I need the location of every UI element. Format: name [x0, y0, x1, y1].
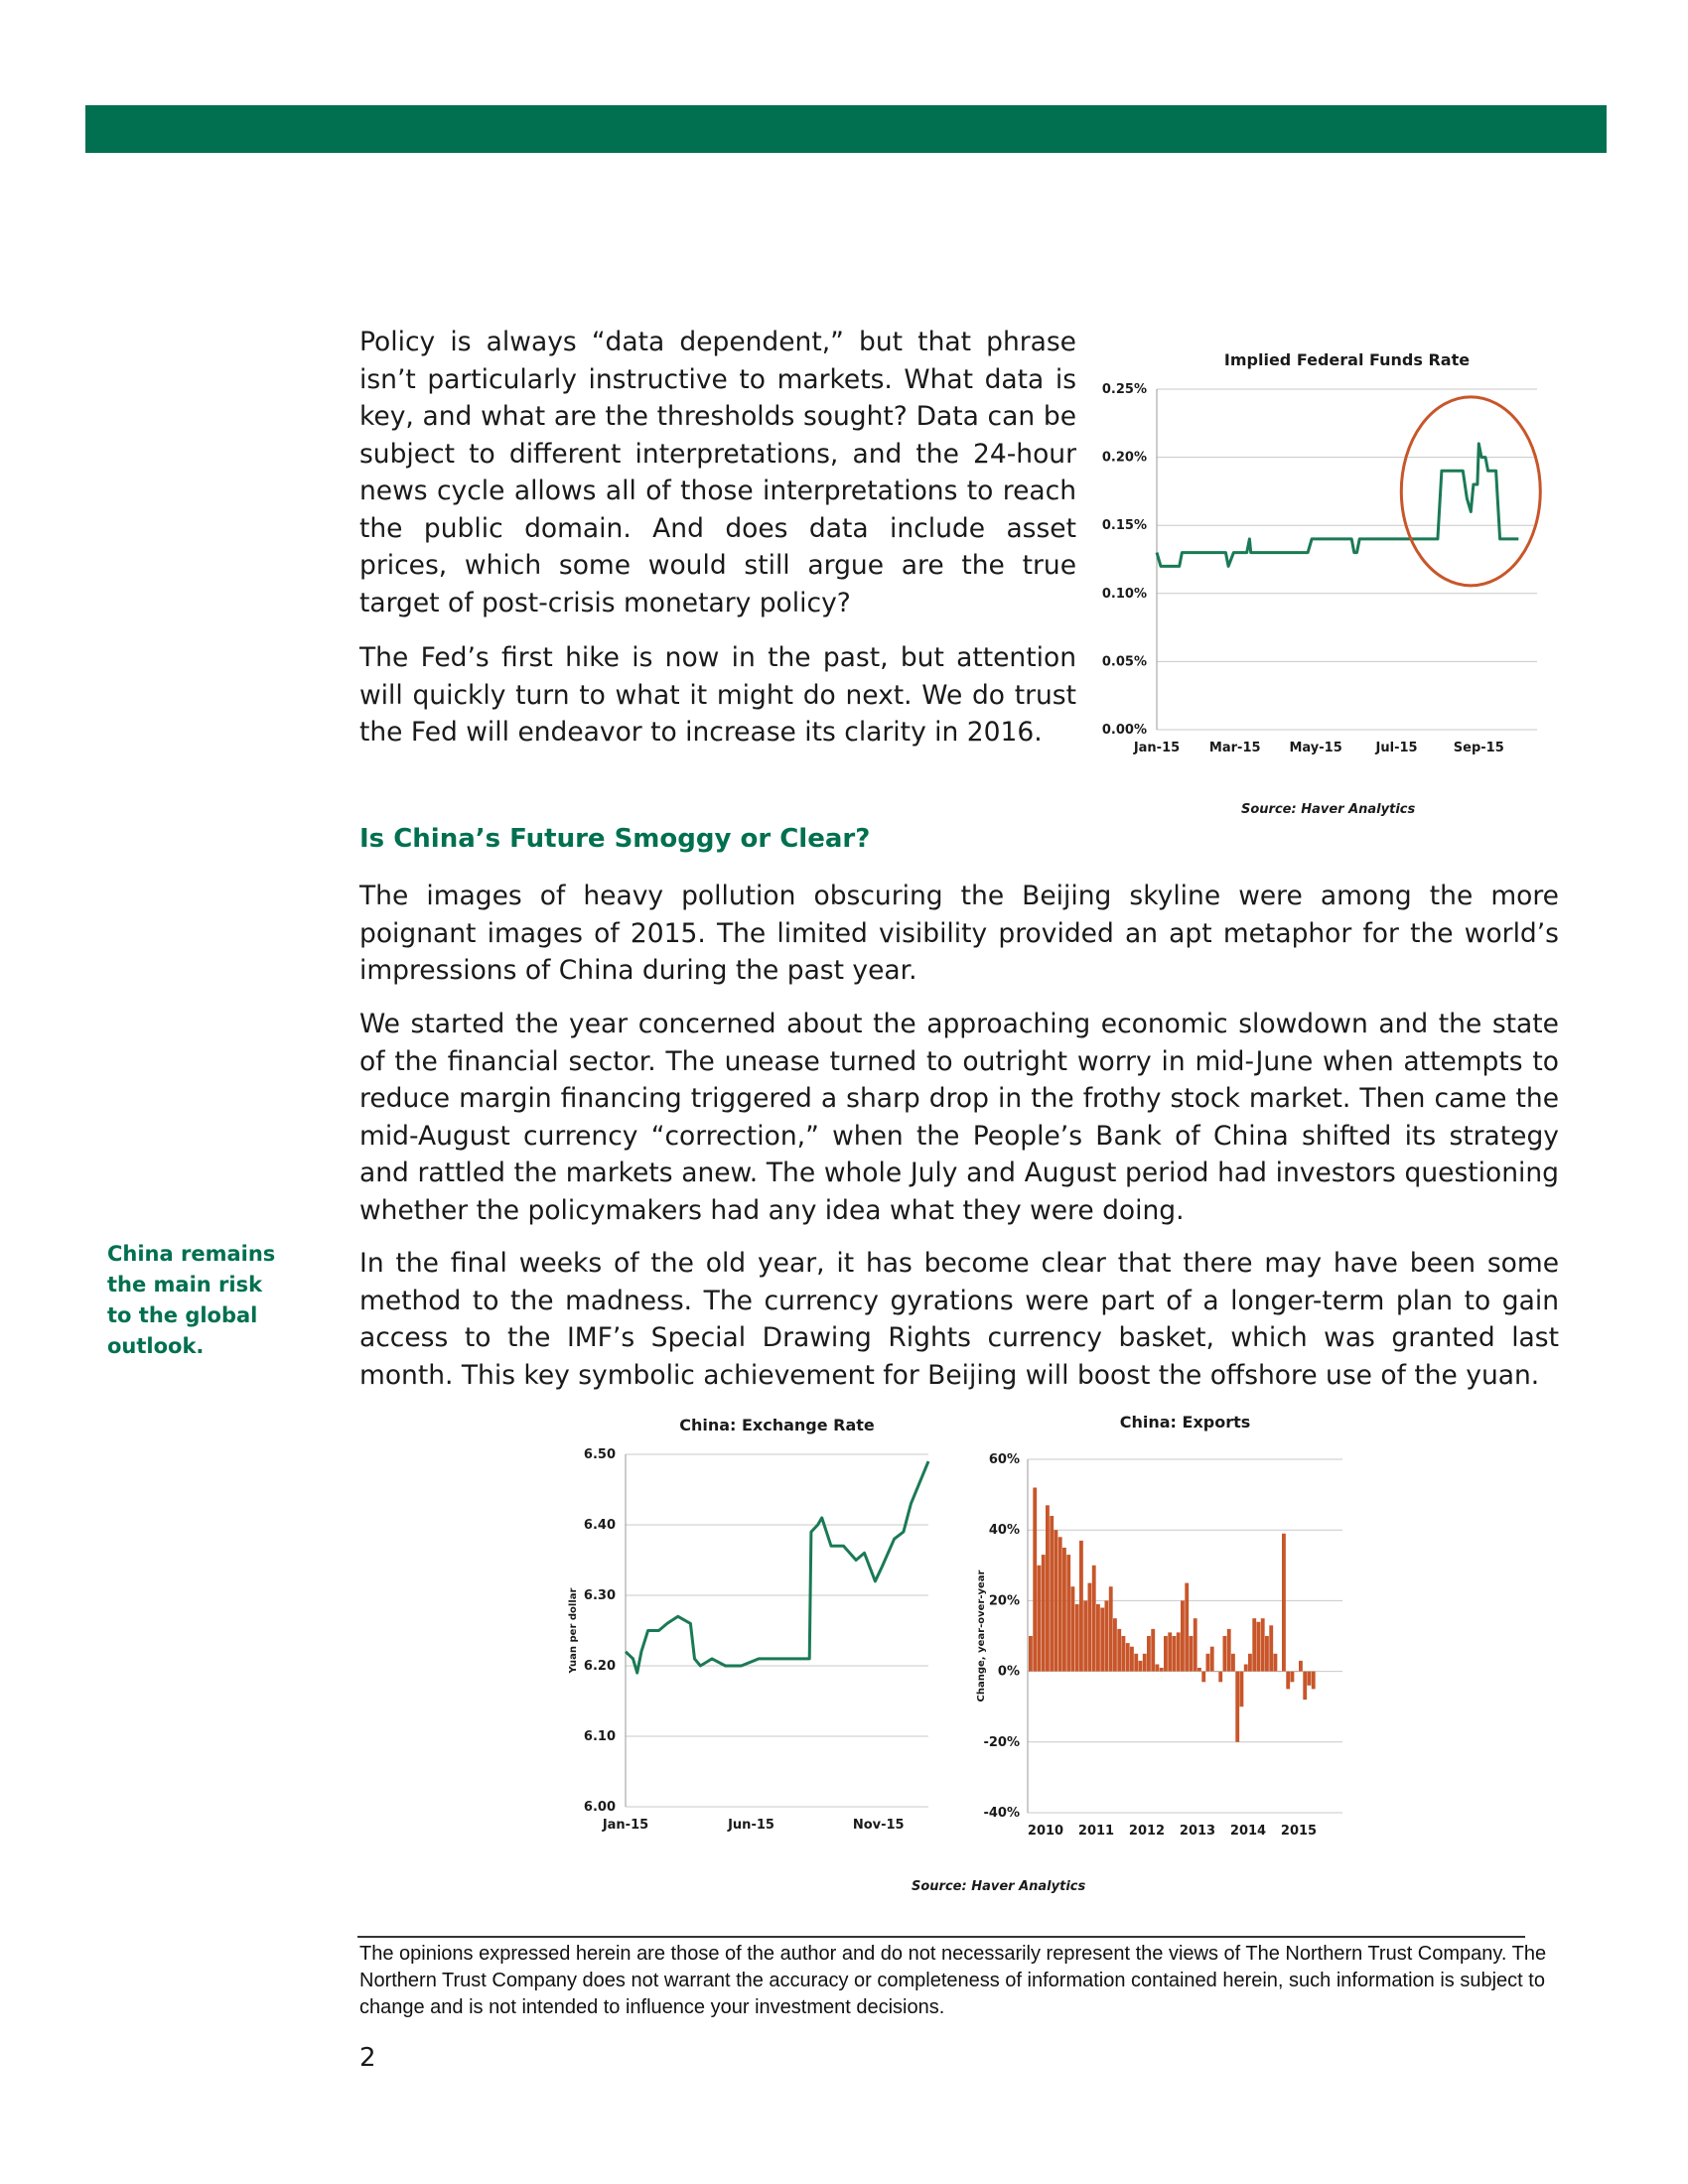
export-bar: [1160, 1668, 1164, 1672]
header-band: [85, 105, 1607, 153]
export-bar: [1038, 1566, 1042, 1672]
paragraph-worry: We started the year concerned about the approaching economic slowdown and the state of the financial sector. The unease turned to outright worry in mid-June when attempts to reduce margin financing triggered a sharp drop in the frothy stock market. Then came the mid-August currency “correction,” when the People’s Bank of China shifted its strategy and rattled the markets anew. The whole July and August period had investors questioning whether the policymakers had any idea what they were doing.: [359, 1009, 1559, 1226]
paragraph-fed-hike: The Fed’s first hike is now in the past, but attention will quickly turn to what it might do next. We do trust the Fed will endeavor to increase its clarity in 2016.: [359, 642, 1076, 748]
y-tick-label: 0%: [997, 1664, 1020, 1680]
export-bar: [1117, 1629, 1121, 1672]
export-bar: [1308, 1672, 1312, 1686]
china-exchange-rate-chart: [561, 1415, 953, 1856]
chart-title: China: Exports: [1119, 1413, 1251, 1432]
export-bar: [1033, 1488, 1037, 1672]
export-bar: [1143, 1654, 1147, 1672]
x-tick-label: 2010: [1027, 1824, 1064, 1839]
export-bar: [1303, 1672, 1307, 1701]
export-bar: [1282, 1534, 1286, 1672]
section-heading: Is China’s Future Smoggy or Clear?: [359, 824, 871, 854]
y-tick-label: 6.40: [583, 1518, 616, 1533]
export-bar: [1042, 1555, 1046, 1672]
fed-funds-chart: [1092, 328, 1559, 794]
export-bar: [1139, 1661, 1143, 1672]
y-tick-label: 0.15%: [1101, 518, 1147, 534]
export-bar: [1252, 1618, 1256, 1671]
china-charts-source: Source: Haver Analytics: [912, 1879, 1086, 1894]
x-tick-label: Nov-15: [852, 1818, 905, 1833]
export-bar: [1164, 1636, 1168, 1672]
x-tick-label: Sep-15: [1453, 741, 1504, 755]
series-line: [626, 1461, 928, 1673]
y-tick-label: -40%: [983, 1806, 1020, 1821]
x-tick-label: May-15: [1289, 741, 1342, 755]
x-tick-label: 2012: [1128, 1824, 1166, 1839]
y-tick-label: 0.10%: [1101, 586, 1147, 602]
export-bar: [1194, 1618, 1197, 1671]
export-bar: [1235, 1672, 1239, 1742]
export-bar: [1278, 1672, 1282, 1673]
export-bar: [1257, 1622, 1261, 1672]
export-bar: [1248, 1654, 1252, 1672]
x-tick-label: 2011: [1077, 1824, 1115, 1839]
y-tick-label: 0.05%: [1101, 654, 1147, 670]
paragraph-policy: Policy is always “data dependent,” but that phrase isn’t particularly instructive to markets. What data is key, and what are the thresholds sought? Data can be subject to different interpretations, and the 24-hour news cycle allows all of those interpretations to reach the public domain. And does data include asset prices, which some would still argue are the true target of post-crisis monetary policy?: [359, 327, 1076, 618]
highlight-circle: [1401, 397, 1540, 586]
export-bar: [1058, 1537, 1062, 1671]
export-bar: [1100, 1608, 1104, 1672]
export-bar: [1079, 1541, 1083, 1672]
export-bar: [1075, 1604, 1079, 1672]
disclaimer-divider: [357, 1936, 1525, 1938]
fed-chart-source: Source: Haver Analytics: [1241, 802, 1416, 817]
export-bar: [1055, 1530, 1058, 1671]
y-tick-label: 60%: [988, 1452, 1020, 1467]
export-bar: [1130, 1647, 1134, 1672]
x-tick-label: 2013: [1179, 1824, 1216, 1839]
export-bar: [1274, 1654, 1278, 1672]
export-bar: [1066, 1555, 1070, 1672]
export-bar: [1062, 1548, 1066, 1672]
export-bar: [1109, 1586, 1113, 1671]
export-bar: [1096, 1604, 1100, 1672]
x-tick-label: Jun-15: [728, 1818, 774, 1833]
export-bar: [1295, 1672, 1299, 1673]
export-bar: [1050, 1516, 1054, 1672]
export-bar: [1029, 1636, 1033, 1672]
export-bar: [1105, 1600, 1109, 1671]
export-bar: [1181, 1600, 1185, 1671]
export-bar: [1190, 1636, 1194, 1672]
y-tick-label: 6.20: [583, 1659, 616, 1674]
y-tick-label: 0.20%: [1101, 450, 1147, 466]
x-tick-label: Jan-15: [1133, 741, 1181, 755]
export-bar: [1240, 1672, 1244, 1707]
export-bar: [1071, 1586, 1075, 1671]
y-tick-label: 0.25%: [1101, 382, 1147, 397]
export-bar: [1134, 1654, 1138, 1672]
export-bar: [1210, 1647, 1214, 1672]
disclaimer-text: The opinions expressed herein are those of the author and do not necessarily represent the views of The Northern Trust Company. The Northern Trust Company does not warrant the accuracy or completeness of information contained herein, such information is subject to change and is not intended to influence your investment decisions.: [359, 1943, 1547, 2018]
export-bar: [1177, 1632, 1181, 1671]
page-number: 2: [359, 2043, 376, 2073]
export-bar: [1227, 1629, 1231, 1672]
y-axis-label: Change, year-over-year: [976, 1570, 987, 1703]
china-exports-chart: [973, 1410, 1360, 1856]
export-bar: [1286, 1672, 1290, 1690]
y-tick-label: 6.30: [583, 1588, 616, 1603]
export-bar: [1156, 1665, 1160, 1672]
export-bar: [1206, 1654, 1210, 1672]
x-tick-label: Mar-15: [1208, 741, 1261, 755]
export-bar: [1185, 1583, 1189, 1672]
export-bar: [1173, 1636, 1177, 1672]
y-tick-label: 6.50: [583, 1447, 616, 1462]
export-bar: [1168, 1632, 1172, 1671]
export-bar: [1151, 1629, 1155, 1672]
export-bar: [1214, 1672, 1218, 1673]
export-bar: [1197, 1668, 1201, 1672]
export-bar: [1083, 1600, 1087, 1671]
series-line: [1157, 444, 1518, 567]
paragraph-sdr: In the final weeks of the old year, it has become clear that there may have been some method to the madness. The currency gyrations were part of a longer-term plan to gain access to the IMF’s Special Drawing Rights currency basket, which was granted last month. This key symbolic achievement for Beijing will boost the offshore use of the yuan.: [359, 1248, 1559, 1391]
export-bar: [1312, 1672, 1316, 1690]
y-tick-label: 0.00%: [1101, 723, 1147, 738]
export-bar: [1299, 1661, 1303, 1672]
y-tick-label: 20%: [988, 1593, 1020, 1609]
export-bar: [1092, 1566, 1096, 1672]
paragraph-pollution: The images of heavy pollution obscuring the Beijing skyline were among the more poignant images of 2015. The limited visibility provided an apt metaphor for the world’s impressions of China during the past year.: [359, 881, 1559, 986]
export-bar: [1126, 1643, 1130, 1672]
export-bar: [1265, 1636, 1269, 1672]
export-bar: [1113, 1618, 1117, 1671]
export-bar: [1046, 1505, 1050, 1671]
export-bar: [1201, 1672, 1205, 1683]
export-bar: [1223, 1636, 1227, 1672]
y-tick-label: 6.10: [583, 1729, 616, 1744]
y-tick-label: 40%: [988, 1523, 1020, 1539]
chart-title: China: Exchange Rate: [679, 1416, 875, 1434]
x-tick-label: Jul-15: [1375, 741, 1418, 755]
sidebar-callout: China remains the main risk to the global outlook.: [107, 1242, 276, 1358]
y-axis-label: Yuan per dollar: [568, 1587, 579, 1674]
export-bar: [1147, 1636, 1151, 1672]
y-tick-label: 6.00: [583, 1800, 616, 1815]
export-bar: [1088, 1583, 1092, 1672]
x-tick-label: 2015: [1280, 1824, 1318, 1839]
y-tick-label: -20%: [983, 1734, 1020, 1750]
export-bar: [1244, 1665, 1248, 1672]
x-tick-label: 2014: [1229, 1824, 1267, 1839]
export-bar: [1261, 1618, 1265, 1671]
chart-title: Implied Federal Funds Rate: [1223, 350, 1471, 369]
export-bar: [1218, 1672, 1222, 1683]
x-tick-label: Jan-15: [602, 1818, 649, 1833]
export-bar: [1122, 1636, 1126, 1672]
export-bar: [1291, 1672, 1295, 1683]
export-bar: [1231, 1654, 1235, 1672]
export-bar: [1269, 1625, 1273, 1671]
